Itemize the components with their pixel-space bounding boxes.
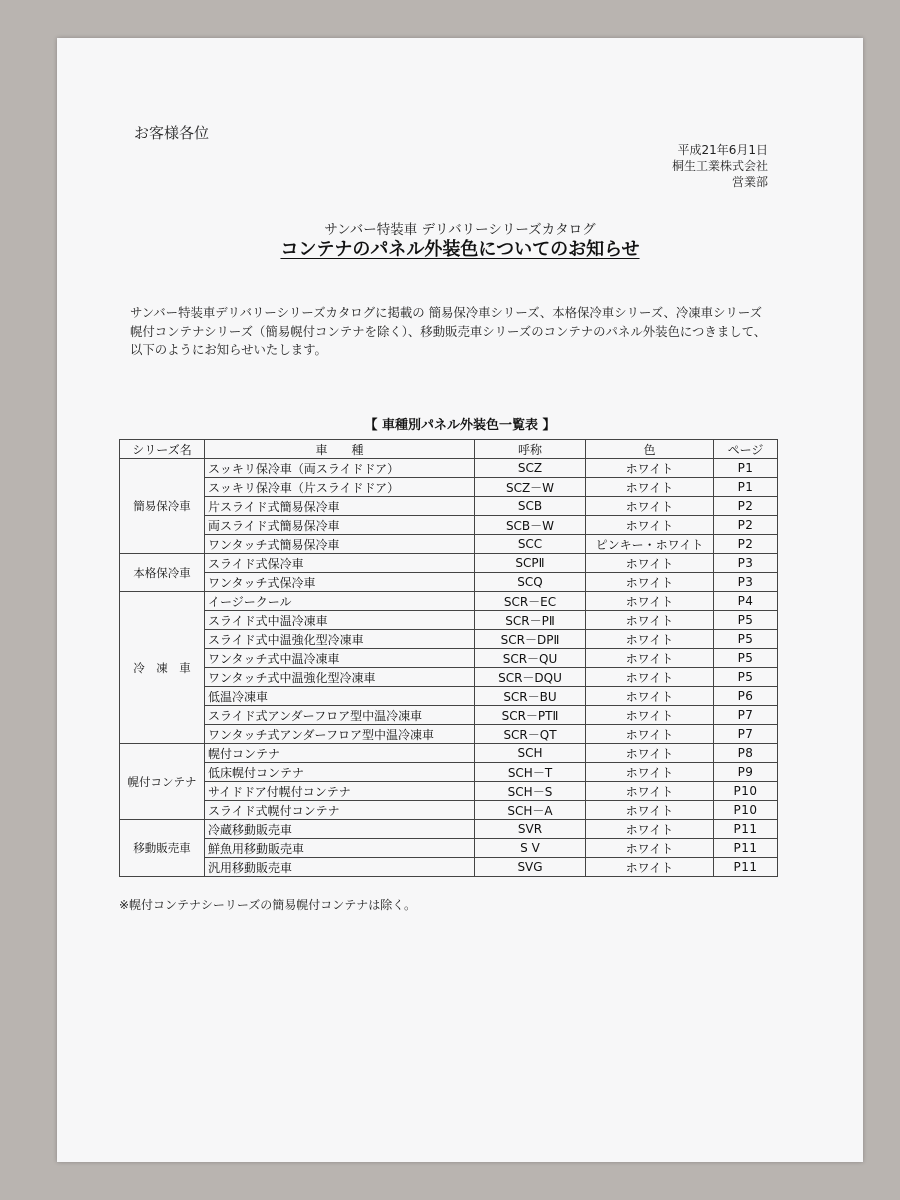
code-cell: SCZ [475, 459, 586, 478]
code-cell: SCH－A [475, 801, 586, 820]
page-cell: P7 [714, 706, 778, 725]
intro-line: 幌付コンテナシリーズ（簡易幌付コンテナを除く）、移動販売車シリーズのコンテナのパネル外装色につきまして、 [130, 323, 767, 339]
vehicle-name-cell: 幌付コンテナ [205, 744, 475, 763]
color-cell: ホワイト [586, 668, 714, 687]
series-name-cell: 移動販売車 [120, 820, 205, 877]
department-name: 営業部 [731, 175, 768, 189]
vehicle-name-cell: 低床幌付コンテナ [205, 763, 475, 782]
page-cell: P1 [714, 478, 778, 497]
code-cell: SCH－S [475, 782, 586, 801]
vehicle-name-cell: ワンタッチ式中温冷凍車 [205, 649, 475, 668]
table-row [120, 592, 778, 611]
code-cell: SCR－EC [475, 592, 586, 611]
page-cell: P4 [714, 592, 778, 611]
footnote: ※幌付コンテナシーリーズの簡易幌付コンテナは除く。 [119, 898, 416, 912]
page-cell: P3 [714, 554, 778, 573]
table-row [120, 459, 778, 478]
table-row [120, 630, 778, 649]
vehicle-name-cell: スッキリ保冷車（両スライドドア） [205, 459, 475, 478]
code-cell: SCH [475, 744, 586, 763]
header-color: 色 [586, 440, 714, 459]
table-row [120, 706, 778, 725]
page-cell: P2 [714, 516, 778, 535]
intro-paragraph [130, 304, 830, 360]
addressee: お客様各位 [134, 124, 210, 142]
vehicle-name-cell: スライド式保冷車 [205, 554, 475, 573]
table-header-row [120, 440, 778, 459]
header-page: ページ [714, 440, 778, 459]
color-cell: ホワイト [586, 839, 714, 858]
header-code: 呼称 [475, 440, 586, 459]
page-cell: P2 [714, 497, 778, 516]
page-cell: P3 [714, 573, 778, 592]
code-cell: SCZ－W [475, 478, 586, 497]
color-cell: ホワイト [586, 459, 714, 478]
vehicle-name-cell: スライド式幌付コンテナ [205, 801, 475, 820]
page-cell: P8 [714, 744, 778, 763]
vehicle-name-cell: スライド式アンダーフロア型中温冷凍車 [205, 706, 475, 725]
page-cell: P11 [714, 858, 778, 877]
table-row [120, 820, 778, 839]
code-cell: SCR－QU [475, 649, 586, 668]
table-row [120, 839, 778, 858]
letter-page [57, 38, 863, 1162]
intro-line: 以下のようにお知らせいたします。 [130, 342, 327, 357]
notice-title-text: コンテナのパネル外装色についてのお知らせ [280, 239, 640, 260]
page-cell: P5 [714, 630, 778, 649]
vehicle-name-cell: スッキリ保冷車（片スライドドア） [205, 478, 475, 497]
header-vehicle-type: 車 種 [205, 440, 475, 459]
page-cell: P2 [714, 535, 778, 554]
table-row [120, 573, 778, 592]
vehicle-name-cell: ワンタッチ式簡易保冷車 [205, 535, 475, 554]
sender-block [672, 142, 768, 190]
header-series: シリーズ名 [120, 440, 205, 459]
vehicle-name-cell: 片スライド式簡易保冷車 [205, 497, 475, 516]
color-cell: ホワイト [586, 573, 714, 592]
color-cell: ホワイト [586, 630, 714, 649]
color-list-table [119, 439, 778, 877]
color-cell: ホワイト [586, 611, 714, 630]
table-row [120, 801, 778, 820]
color-cell: ホワイト [586, 782, 714, 801]
series-name-cell: 冷 凍 車 [120, 592, 205, 744]
color-cell: ホワイト [586, 763, 714, 782]
code-cell: SCQ [475, 573, 586, 592]
color-cell: ホワイト [586, 744, 714, 763]
code-cell: SCC [475, 535, 586, 554]
code-cell: SCR－QT [475, 725, 586, 744]
table-row [120, 744, 778, 763]
table-row [120, 668, 778, 687]
color-cell: ホワイト [586, 649, 714, 668]
vehicle-name-cell: 汎用移動販売車 [205, 858, 475, 877]
notice-title [57, 235, 863, 261]
table-row [120, 535, 778, 554]
color-cell: ホワイト [586, 801, 714, 820]
company-name: 桐生工業株式会社 [671, 159, 768, 173]
table-row [120, 649, 778, 668]
series-name-cell: 幌付コンテナ [120, 744, 205, 820]
catalog-subtitle: サンバー特装車 デリバリーシリーズカタログ [324, 222, 596, 238]
table-row [120, 687, 778, 706]
page-cell: P5 [714, 668, 778, 687]
code-cell: SCR－DQU [475, 668, 586, 687]
table-title: 【 車種別パネル外装色一覧表 】 [364, 418, 556, 433]
code-cell: S V [475, 839, 586, 858]
code-cell: SVG [475, 858, 586, 877]
code-cell: SVR [475, 820, 586, 839]
color-cell: ホワイト [586, 858, 714, 877]
vehicle-name-cell: スライド式中温強化型冷凍車 [205, 630, 475, 649]
table-row [120, 782, 778, 801]
color-cell: ホワイト [586, 706, 714, 725]
vehicle-name-cell: ワンタッチ式中温強化型冷凍車 [205, 668, 475, 687]
series-name-cell: 簡易保冷車 [120, 459, 205, 554]
page-cell: P9 [714, 763, 778, 782]
vehicle-name-cell: 冷蔵移動販売車 [205, 820, 475, 839]
vehicle-name-cell: 両スライド式簡易保冷車 [205, 516, 475, 535]
page-cell: P7 [714, 725, 778, 744]
color-cell: ピンキー・ホワイト [586, 535, 714, 554]
code-cell: SCB [475, 497, 586, 516]
color-cell: ホワイト [586, 687, 714, 706]
page-cell: P11 [714, 820, 778, 839]
issue-date: 平成21年6月1日 [677, 143, 768, 157]
vehicle-name-cell: ワンタッチ式アンダーフロア型中温冷凍車 [205, 725, 475, 744]
page-cell: P10 [714, 782, 778, 801]
color-cell: ホワイト [586, 725, 714, 744]
vehicle-name-cell: 低温冷凍車 [205, 687, 475, 706]
table-row [120, 478, 778, 497]
color-cell: ホワイト [586, 592, 714, 611]
vehicle-name-cell: スライド式中温冷凍車 [205, 611, 475, 630]
color-cell: ホワイト [586, 497, 714, 516]
vehicle-name-cell: ワンタッチ式保冷車 [205, 573, 475, 592]
table-row [120, 611, 778, 630]
code-cell: SCH－T [475, 763, 586, 782]
vehicle-name-cell: イージークール [205, 592, 475, 611]
color-cell: ホワイト [586, 820, 714, 839]
table-row [120, 516, 778, 535]
color-cell: ホワイト [586, 516, 714, 535]
code-cell: SCR－PⅡ [475, 611, 586, 630]
code-cell: SCB－W [475, 516, 586, 535]
page-cell: P6 [714, 687, 778, 706]
color-cell: ホワイト [586, 478, 714, 497]
code-cell: SCR－BU [475, 687, 586, 706]
page-cell: P1 [714, 459, 778, 478]
table-body [120, 459, 778, 877]
table-row [120, 497, 778, 516]
table-row [120, 858, 778, 877]
series-name-cell: 本格保冷車 [120, 554, 205, 592]
page-cell: P5 [714, 611, 778, 630]
code-cell: SCR－PTⅡ [475, 706, 586, 725]
intro-line: サンバー特装車デリバリーシリーズカタログに掲載の 簡易保冷車シリーズ、本格保冷車シリーズ、冷凍車シリーズ [130, 305, 763, 320]
document-paper [57, 38, 863, 1162]
page-cell: P10 [714, 801, 778, 820]
vehicle-name-cell: サイドドア付幌付コンテナ [205, 782, 475, 801]
page-cell: P11 [714, 839, 778, 858]
table-row [120, 725, 778, 744]
color-cell: ホワイト [586, 554, 714, 573]
vehicle-name-cell: 鮮魚用移動販売車 [205, 839, 475, 858]
table-row [120, 763, 778, 782]
table-row [120, 554, 778, 573]
code-cell: SCPⅡ [475, 554, 586, 573]
page-cell: P5 [714, 649, 778, 668]
code-cell: SCR－DPⅡ [475, 630, 586, 649]
